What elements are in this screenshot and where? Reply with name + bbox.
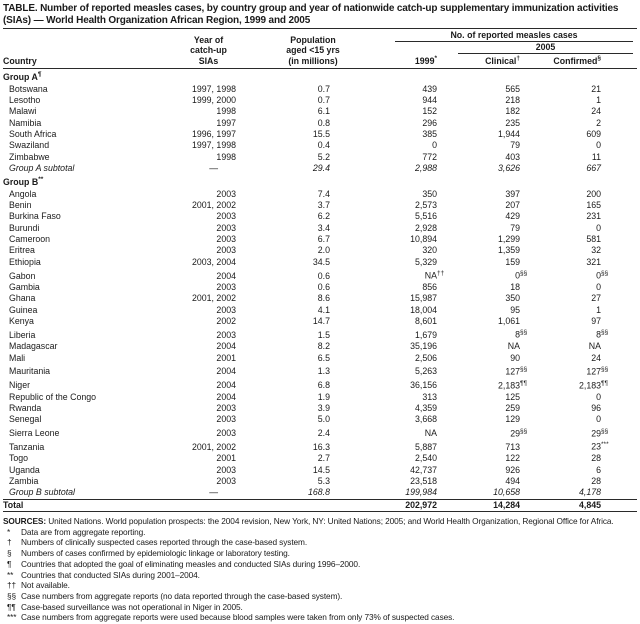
table-row — [3, 426, 637, 440]
footnote — [3, 548, 637, 559]
cases-2005-confirmed-cell: 0 — [596, 222, 602, 233]
year-cell: 2003 — [216, 281, 236, 292]
population-cell: 8.2 — [317, 341, 330, 352]
total-row — [3, 499, 637, 511]
footnote-list — [3, 527, 637, 623]
population-cell: 5.2 — [317, 151, 330, 162]
footnote — [3, 580, 637, 591]
cases-1999-cell: 5,516 — [414, 211, 437, 222]
cases-2005-confirmed-cell: 127§§ — [586, 365, 609, 377]
country-cell: Guinea — [9, 304, 38, 315]
year-cell: 2004 — [216, 366, 236, 377]
footnote — [3, 570, 637, 581]
table-row — [3, 353, 637, 364]
population-cell: 14.7 — [312, 315, 330, 326]
year-cell: 2003 — [216, 304, 236, 315]
footnote-text: Countries that conducted SIAs during 2001–2004. — [21, 569, 200, 580]
population-cell: 0.8 — [317, 117, 330, 128]
col-header-country: Country — [3, 29, 135, 69]
table-row — [3, 282, 637, 293]
country-cell: Kenya — [9, 315, 34, 326]
footnote-text: Not available. — [21, 580, 70, 591]
country-cell: Angola — [9, 188, 37, 199]
year-cell: 2001, 2002 — [191, 293, 236, 304]
footnote-text: Numbers of clinically suspected cases reported through the case-based system. — [21, 537, 308, 548]
cases-2005-confirmed-cell: 0 — [596, 414, 602, 425]
cases-2005-confirmed-cell: 4,178 — [579, 487, 602, 498]
table-row — [3, 327, 637, 341]
footnote-symbol: † — [7, 537, 12, 548]
footnote-symbol: § — [7, 548, 12, 559]
footnote-text: Case numbers from aggregate reports were used because blood samples were taken from only 73% of suspected cases. — [21, 612, 455, 623]
cases-2005-confirmed-cell: 8§§ — [596, 329, 609, 340]
population-cell: 2.4 — [317, 428, 330, 439]
table-row — [3, 129, 637, 140]
population-cell: 3.9 — [317, 402, 330, 413]
cases-1999-cell: NA — [424, 428, 437, 439]
cases-2005-clinical-cell: 127§§ — [505, 365, 528, 377]
population-cell: 1.9 — [317, 391, 330, 402]
cases-2005-confirmed-cell: 4,845 — [523, 499, 637, 511]
cases-2005-clinical-cell: 122 — [505, 453, 520, 464]
cases-1999-cell: 350 — [422, 188, 437, 199]
footnote-text: Numbers of cases confirmed by epidemiologic linkage or laboratory testing. — [21, 548, 290, 559]
table-row — [3, 223, 637, 234]
cases-2005-confirmed-cell: 2,183¶¶ — [579, 379, 609, 391]
footnote-symbol: †† — [7, 580, 17, 591]
population-cell: 6.1 — [317, 106, 330, 117]
population-cell: 2.7 — [317, 453, 330, 464]
table-row — [3, 234, 637, 245]
table-row — [3, 364, 637, 378]
cases-2005-clinical-cell: 713 — [505, 441, 520, 452]
cases-1999-cell: 23,518 — [410, 475, 437, 486]
footnote — [3, 527, 637, 538]
table-row — [3, 245, 637, 256]
country-cell: Madagascar — [9, 341, 58, 352]
population-cell: 5.0 — [317, 414, 330, 425]
table-row — [3, 189, 637, 200]
table-row — [3, 84, 637, 95]
cases-1999-cell: 5,263 — [414, 366, 437, 377]
year-cell: 1997 — [216, 117, 236, 128]
cases-2005-confirmed-cell: 0 — [596, 140, 602, 151]
cases-1999-cell: 4,359 — [414, 402, 437, 413]
measles-cases-table — [3, 28, 637, 512]
table-title: TABLE. Number of reported measles cases, by country group and year of nationwide catch-up supplementary immunization activities (SIAs) — World Health Organization African Region, 1999 and 2005 — [3, 3, 619, 26]
cases-2005-confirmed-cell: 1 — [596, 95, 602, 106]
country-cell: Botswana — [9, 83, 48, 94]
population-cell: 168.8 — [307, 487, 330, 498]
table-row — [3, 95, 637, 106]
country-cell: Ethiopia — [9, 256, 41, 267]
year-cell: 2003 — [216, 329, 236, 340]
cases-2005-clinical-cell: 926 — [505, 464, 520, 475]
cases-2005-clinical-cell: 3,626 — [497, 163, 520, 174]
year-cell: 2003 — [216, 222, 236, 233]
cases-2005-confirmed-cell: 23*** — [591, 441, 609, 452]
cases-2005-confirmed-cell: 96 — [591, 402, 602, 413]
cases-2005-clinical-cell: 18 — [510, 281, 520, 292]
country-cell: Rwanda — [9, 402, 42, 413]
header-spacer — [346, 42, 445, 54]
footnote-text: Data are from aggregate reporting. — [21, 526, 146, 537]
footnote-symbol: ¶¶ — [7, 601, 16, 612]
year-cell: 1999, 2000 — [191, 95, 236, 106]
sources-label: SOURCES: — [3, 515, 46, 526]
country-cell: Togo — [9, 453, 29, 464]
cases-2005-clinical-cell: 207 — [505, 200, 520, 211]
year-cell: 2003 — [216, 464, 236, 475]
year-cell: 2004 — [216, 270, 236, 281]
cases-1999-cell: 152 — [422, 106, 437, 117]
cases-2005-clinical-cell: 350 — [505, 293, 520, 304]
cases-2005-clinical-cell: 29§§ — [510, 427, 528, 439]
population-cell — [238, 499, 346, 511]
year-cell: 2003 — [216, 245, 236, 256]
country-cell: Republic of the Congo — [9, 391, 97, 402]
cases-1999-cell: 8,601 — [414, 315, 437, 326]
cases-2005-clinical-cell: 1,359 — [497, 245, 520, 256]
cases-2005-confirmed-cell: 21 — [591, 83, 602, 94]
cases-1999-cell: 35,196 — [410, 341, 437, 352]
cases-2005-clinical-cell: 159 — [505, 256, 520, 267]
population-cell: 6.2 — [317, 211, 330, 222]
cases-2005-clinical-cell: 565 — [505, 83, 520, 94]
footnote-symbol: §§ — [7, 590, 17, 601]
country-cell: Malawi — [9, 106, 37, 117]
year-2005-label: 2005 — [458, 42, 633, 54]
cases-2005-confirmed-cell: 0 — [596, 391, 602, 402]
year-cell: 1998 — [216, 106, 236, 117]
population-cell: 0.6 — [317, 281, 330, 292]
cases-1999-cell: 36,156 — [410, 380, 437, 391]
cases-2005-clinical-cell: 0§§ — [515, 270, 528, 281]
year-cell: 2003 — [216, 211, 236, 222]
cases-1999-cell: 296 — [422, 117, 437, 128]
country-cell: Eritrea — [9, 245, 35, 256]
year-cell: 2001, 2002 — [191, 441, 236, 452]
col-header-cases-group — [346, 29, 637, 43]
country-cell: Senegal — [9, 414, 42, 425]
cases-2005-confirmed-cell: 97 — [591, 315, 602, 326]
table-row — [3, 453, 637, 464]
country-cell: Namibia — [9, 117, 42, 128]
cases-2005-confirmed-cell: 321 — [586, 256, 602, 267]
group-header-row — [3, 69, 637, 84]
population-cell: 6.8 — [317, 380, 330, 391]
footnote-text: Case-based surveillance was not operational in Niger in 2005. — [21, 601, 243, 612]
table-row — [3, 403, 637, 414]
table-row — [3, 305, 637, 316]
year-cell: 2003 — [216, 402, 236, 413]
country-cell: Zambia — [9, 475, 39, 486]
group-label: Group B** — [3, 176, 44, 188]
country-cell: Liberia — [9, 329, 36, 340]
year-cell: 2004 — [216, 341, 236, 352]
cases-2005-clinical-cell: 397 — [505, 188, 520, 199]
cases-2005-confirmed-cell: 28 — [591, 475, 602, 486]
cases-group-label: No. of reported measles cases — [395, 29, 633, 42]
cases-2005-clinical-cell: 95 — [510, 304, 520, 315]
country-cell: Group B subtotal — [9, 487, 76, 498]
year-cell: 1997, 1998 — [191, 140, 236, 151]
year-cell — [135, 499, 238, 511]
cases-2005-clinical-cell: 8§§ — [515, 329, 528, 340]
cases-1999-cell: 320 — [422, 245, 437, 256]
cases-1999-cell: 15,987 — [410, 293, 437, 304]
year-cell: 2001, 2002 — [191, 200, 236, 211]
cases-2005-confirmed-cell: 581 — [586, 234, 602, 245]
cases-2005-clinical-cell: 494 — [505, 475, 520, 486]
footnote — [3, 612, 637, 623]
population-cell: 29.4 — [312, 163, 330, 174]
cases-1999-cell: 18,004 — [410, 304, 437, 315]
sources-text: United Nations. World population prospects: the 2004 revision, New York, NY: United Nations; 2005; and World Health Organization, Regional Office for Africa. — [46, 515, 614, 526]
cases-1999-cell: 856 — [422, 281, 437, 292]
population-cell: 4.1 — [317, 304, 330, 315]
footnote-section — [3, 516, 637, 623]
table-row — [3, 476, 637, 487]
table-row — [3, 268, 637, 282]
country-cell: Zimbabwe — [9, 151, 50, 162]
cases-1999-cell: 385 — [422, 129, 437, 140]
table-row — [3, 341, 637, 352]
population-cell: 0.4 — [317, 140, 330, 151]
footnote-symbol: *** — [7, 612, 17, 623]
cases-1999-cell: 439 — [422, 83, 437, 94]
cases-2005-confirmed-cell: 27 — [591, 293, 602, 304]
cases-1999-cell: 2,506 — [414, 352, 437, 363]
cases-1999-cell: 772 — [422, 151, 437, 162]
country-cell: Group A subtotal — [9, 163, 75, 174]
country-cell: Sierra Leone — [9, 428, 60, 439]
table-row — [3, 118, 637, 129]
footnote-text: Case numbers from aggregate reports (no data reported through the case-based system). — [21, 590, 343, 601]
table-body — [3, 69, 637, 512]
population-cell: 1.5 — [317, 329, 330, 340]
cases-1999-cell: 42,737 — [410, 464, 437, 475]
cases-2005-confirmed-cell: 28 — [591, 453, 602, 464]
population-cell: 6.7 — [317, 234, 330, 245]
group-label: Group A¶ — [3, 71, 42, 83]
footnote — [3, 537, 637, 548]
year-cell: 2003, 2004 — [191, 256, 236, 267]
population-cell: 15.5 — [312, 129, 330, 140]
cases-2005-clinical-cell: 429 — [505, 211, 520, 222]
footnote-text: Countries that adopted the goal of eliminating measles and conducted SIAs during 1996–2000. — [21, 558, 361, 569]
table-row — [3, 392, 637, 403]
table-row — [3, 316, 637, 327]
year-cell: 2003 — [216, 188, 236, 199]
country-cell: South Africa — [9, 129, 57, 140]
country-cell: Lesotho — [9, 95, 41, 106]
cases-2005-clinical-cell: 218 — [505, 95, 520, 106]
cases-2005-confirmed-cell: 0 — [596, 281, 602, 292]
footnote-symbol: ** — [7, 569, 14, 580]
year-cell: 1997, 1998 — [191, 83, 236, 94]
population-cell: 0.7 — [317, 95, 330, 106]
country-cell: Tanzania — [9, 441, 45, 452]
population-cell: 3.7 — [317, 200, 330, 211]
cases-2005-confirmed-cell: 231 — [586, 211, 602, 222]
cases-2005-clinical-cell: 403 — [505, 151, 520, 162]
footnote-symbol: ¶ — [7, 558, 12, 569]
population-cell: 34.5 — [312, 256, 330, 267]
country-cell: Burundi — [9, 222, 40, 233]
country-cell: Swaziland — [9, 140, 50, 151]
population-cell: 0.7 — [317, 83, 330, 94]
cases-2005-clinical-cell: 10,658 — [493, 487, 520, 498]
country-cell: Mali — [9, 352, 26, 363]
cases-1999-cell: 199,984 — [405, 487, 437, 498]
cases-2005-confirmed-cell: 11 — [591, 151, 602, 162]
table-row — [3, 414, 637, 425]
cases-2005-clinical-cell: 79 — [510, 222, 520, 233]
year-cell: 2003 — [216, 234, 236, 245]
cases-2005-clinical-cell: 259 — [505, 402, 520, 413]
country-cell: Cameroon — [9, 234, 51, 245]
cases-1999-cell: NA†† — [424, 270, 445, 281]
cases-1999-cell: 10,894 — [410, 234, 437, 245]
cases-2005-confirmed-cell: 6 — [596, 464, 602, 475]
col-header-confirmed: Confirmed§ — [523, 54, 637, 69]
table-row — [3, 465, 637, 476]
year-cell: 2003 — [216, 475, 236, 486]
table-row — [3, 152, 637, 163]
footnote — [3, 559, 637, 570]
year-cell: 2002 — [216, 315, 236, 326]
population-cell: 14.5 — [312, 464, 330, 475]
year-cell: 2001 — [216, 453, 236, 464]
population-cell: 2.0 — [317, 245, 330, 256]
cases-1999-cell: 5,887 — [414, 441, 437, 452]
cases-2005-confirmed-cell: 165 — [586, 200, 602, 211]
footnote — [3, 591, 637, 602]
cases-1999-cell: 2,928 — [414, 222, 437, 233]
year-cell: 2003 — [216, 414, 236, 425]
col-header-year-of-sias: Year of catch-up SIAs — [135, 29, 238, 69]
subtotal-row — [3, 487, 637, 499]
cases-2005-confirmed-cell: 24 — [591, 352, 602, 363]
year-cell: 2001 — [216, 352, 236, 363]
country-cell: Benin — [9, 200, 32, 211]
cases-2005-clinical-cell: 79 — [510, 140, 520, 151]
country-cell: Niger — [9, 380, 31, 391]
country-cell: Uganda — [9, 464, 40, 475]
year-cell: 2004 — [216, 380, 236, 391]
country-cell: Burkina Faso — [9, 211, 61, 222]
population-cell: 16.3 — [312, 441, 330, 452]
cases-1999-cell: 2,540 — [414, 453, 437, 464]
cases-1999-cell: 944 — [422, 95, 437, 106]
col-header-1999: 1999* — [346, 54, 445, 69]
cases-2005-confirmed-cell: NA — [588, 341, 602, 352]
table-row — [3, 200, 637, 211]
country-cell: Total — [3, 499, 135, 511]
population-cell: 0.6 — [317, 270, 330, 281]
country-cell: Mauritania — [9, 366, 51, 377]
cases-2005-clinical-cell: 90 — [510, 352, 520, 363]
cases-1999-cell: 5,329 — [414, 256, 437, 267]
cases-2005-clinical-cell: 1,299 — [497, 234, 520, 245]
cases-1999-cell: 1,679 — [414, 329, 437, 340]
cases-2005-confirmed-cell: 609 — [586, 129, 602, 140]
population-cell: 6.5 — [317, 352, 330, 363]
table-row — [3, 378, 637, 392]
sources-line — [3, 516, 637, 527]
year-cell: 1998 — [216, 151, 236, 162]
cases-2005-confirmed-cell: 667 — [586, 163, 602, 174]
cases-2005-confirmed-cell: 29§§ — [591, 427, 609, 439]
cases-1999-cell: 0 — [432, 140, 437, 151]
population-cell: 8.6 — [317, 293, 330, 304]
cases-2005-clinical-cell: 1,944 — [497, 129, 520, 140]
table-row — [3, 211, 637, 222]
cases-2005-confirmed-cell: 1 — [596, 304, 602, 315]
cases-2005-confirmed-cell: 200 — [586, 188, 602, 199]
cases-1999-cell: 2,988 — [414, 163, 437, 174]
table-header — [3, 29, 637, 69]
cases-2005-confirmed-cell: 0§§ — [596, 270, 609, 281]
cases-2005-confirmed-cell: 2 — [596, 117, 602, 128]
year-cell: 1996, 1997 — [191, 129, 236, 140]
table-row — [3, 293, 637, 304]
table-row — [3, 106, 637, 117]
cases-2005-clinical-cell: 1,061 — [497, 315, 520, 326]
country-cell: Gambia — [9, 281, 40, 292]
cases-1999-cell: 313 — [422, 391, 437, 402]
table-row — [3, 257, 637, 268]
population-cell: 3.4 — [317, 222, 330, 233]
year-cell: 2004 — [216, 391, 236, 402]
cases-2005-clinical-cell: 14,284 — [445, 499, 523, 511]
year-cell: — — [209, 487, 218, 498]
cases-1999-cell: 202,972 — [346, 499, 445, 511]
table-row — [3, 140, 637, 151]
subtotal-row — [3, 163, 637, 174]
year-cell: 2003 — [216, 428, 236, 439]
cases-2005-clinical-cell: 235 — [505, 117, 520, 128]
country-cell: Gabon — [9, 270, 36, 281]
cases-2005-clinical-cell: 125 — [505, 391, 520, 402]
cases-1999-cell: 3,668 — [414, 414, 437, 425]
population-cell: 1.3 — [317, 366, 330, 377]
year-cell: — — [209, 163, 218, 174]
footnote-symbol: * — [7, 526, 11, 537]
col-header-2005 — [445, 42, 637, 54]
cases-2005-confirmed-cell: 32 — [591, 245, 602, 256]
cases-2005-clinical-cell: 182 — [505, 106, 520, 117]
cases-1999-cell: 2,573 — [414, 200, 437, 211]
footnote — [3, 602, 637, 613]
header-row-groups — [3, 29, 637, 43]
table-row — [3, 439, 637, 453]
cases-2005-clinical-cell: 129 — [505, 414, 520, 425]
cases-2005-clinical-cell: NA — [507, 341, 520, 352]
col-header-population: Population aged <15 yrs (in millions) — [238, 29, 346, 69]
cases-2005-confirmed-cell: 24 — [591, 106, 602, 117]
population-cell: 5.3 — [317, 475, 330, 486]
cases-2005-clinical-cell: 2,183¶¶ — [497, 379, 527, 391]
group-header-row — [3, 174, 637, 188]
population-cell: 7.4 — [317, 188, 330, 199]
country-cell: Ghana — [9, 293, 36, 304]
col-header-clinical: Clinical† — [445, 54, 523, 69]
